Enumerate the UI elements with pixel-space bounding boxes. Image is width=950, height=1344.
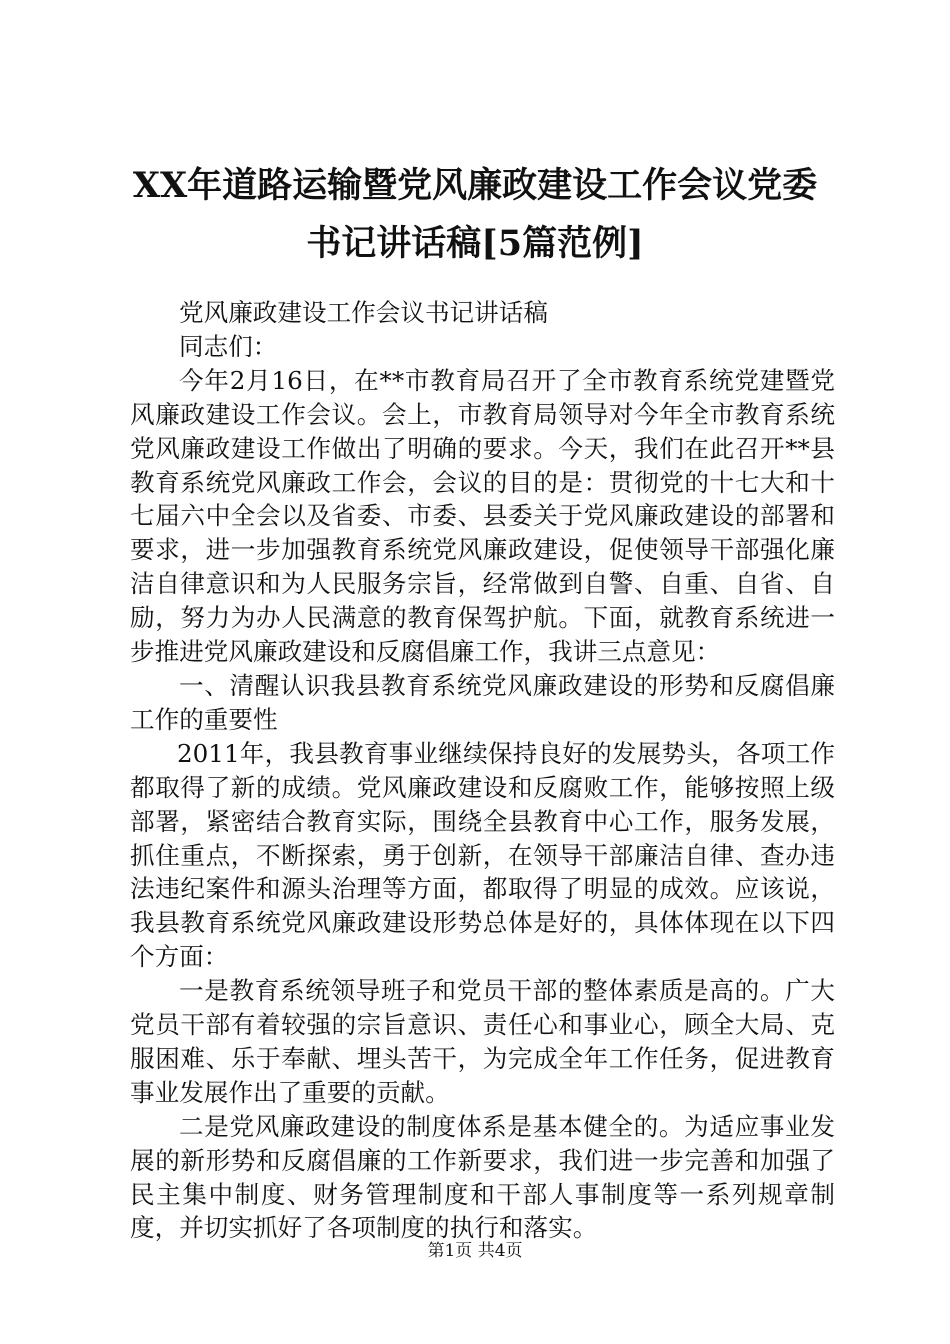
page-indicator: 第1页 共4页 [427,1241,523,1261]
paragraph-3: 一是教育系统领导班子和党员干部的整体素质是高的。广大党员干部有着较强的宗旨意识、责任心和事业心，顾全大局、克服困难、乐于奉献、埋头苦干，为完成全年工作任务，促进教育事业发展作出了重要的贡献。 [130,976,835,1107]
document-title-line-1: XX年道路运输暨党风廉政建设工作会议党委 [132,165,818,206]
document-subtitle: 党风廉政建设工作会议书记讲话稿 [179,298,548,327]
paragraph-4: 二是党风廉政建设的制度体系是基本健全的。为适应事业发展的新形势和反腐倡廉的工作新要求，我们进一步完善和加强了民主集中制度、财务管理制度和干部人事制度等一系列规章制度，并切实抓好了各项制度的执行和落实。 [130,1111,835,1243]
document-body [130,296,835,1245]
section-heading-1: 一、清醒认识我县教育系统党风廉政建设的形势和反腐倡廉工作的重要性 [130,670,835,734]
document-title-line-2: 书记讲话稿[5篇范例] [306,223,644,264]
page-footer [0,1240,950,1262]
paragraph-2: 2011年，我县教育事业继续保持良好的发展势头，各项工作都取得了新的成绩。党风廉政建设和反腐败工作，能够按照上级部署，紧密结合教育实际，围绕全县教育中心工作，服务发展，抓住重点，不断探索，勇于创新，在领导干部廉洁自律、查办违法违纪案件和源头治理等方面，都取得了明显的成效。应该说，我县教育系统党风廉政建设形势总体是好的，具体体现在以下四个方面： [130,738,835,972]
salutation: 同志们： [179,331,278,361]
paragraph-1: 今年2月16日，在**市教育局召开了全市教育系统党建暨党风廉政建设工作会议。会上，市教育局领导对今年全市教育系统党风廉政建设工作做出了明确的要求。今天，我们在此召开**县教育系统党风廉政工作会，会议的目的是：贯彻党的十七大和十七届六中全会以及省委、市委、县委关于党风廉政建设的部署和要求，进一步加强教育系统党风廉政建设，促使领导干部强化廉洁自律意识和为人民服务宗旨，经常做到自警、自重、自省、自励，努力为办人民满意的教育保驾护航。下面，就教育系统进一步推进党风廉政建设和反腐倡廉工作，我讲三点意见： [130,365,835,667]
